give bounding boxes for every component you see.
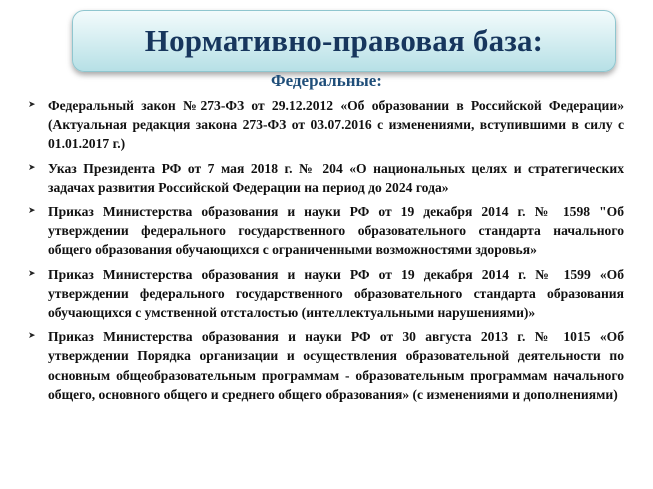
list-item (28, 96, 624, 154)
list-item-text: Федеральный закон №273-ФЗ от 29.12.2012 «Об образовании в Российской Федерации» (Актуальная редакция закона 273-ФЗ от 03.07.2016 с изменениями, вступившими в силу с 01.01.2017 г.) (48, 98, 624, 152)
arrow-bullet-icon: ➤ (28, 206, 36, 217)
list-item (28, 327, 624, 404)
list-item (28, 202, 624, 260)
slide-title: Нормативно-правовая база: (144, 23, 544, 58)
document-list (28, 96, 624, 409)
section-subtitle: Федеральные: (271, 71, 382, 90)
list-item-text: Приказ Министерства образования и науки РФ от 19 декабря 2014 г. № 1598 "Об утверждении федерального государственного образовательного стандарта начального общего образования обучающихся с ограниченными возможностями здоровья» (48, 204, 624, 258)
list-item-text: Приказ Министерства образования и науки РФ от 30 августа 2013 г. № 1015 «Об утверждении Порядка организации и осуществления образовательной деятельности по основным общеобразовательным программам - образовательным программам начального общего, основного общего и среднего общего образования» (с изменениями и дополнениями) (48, 329, 624, 402)
arrow-bullet-icon: ➤ (28, 331, 36, 342)
list-item-text: Приказ Министерства образования и науки РФ от 19 декабря 2014 г. № 1599 «Об утверждении федерального государственного образовательного стандарта образования обучающихся с умственной отсталостью (интеллектуальными нарушениями)» (48, 266, 624, 321)
title-banner (72, 10, 616, 72)
list-item-text: Указ Президента РФ от 7 мая 2018 г. № 204 «О национальных целях и стратегических задачах развития Российской Федерации на период до 2024 года» (48, 160, 624, 195)
arrow-bullet-icon: ➤ (28, 162, 36, 173)
arrow-bullet-icon: ➤ (28, 100, 36, 110)
list-item (28, 159, 624, 197)
arrow-bullet-icon: ➤ (28, 268, 36, 279)
list-item (28, 265, 624, 323)
